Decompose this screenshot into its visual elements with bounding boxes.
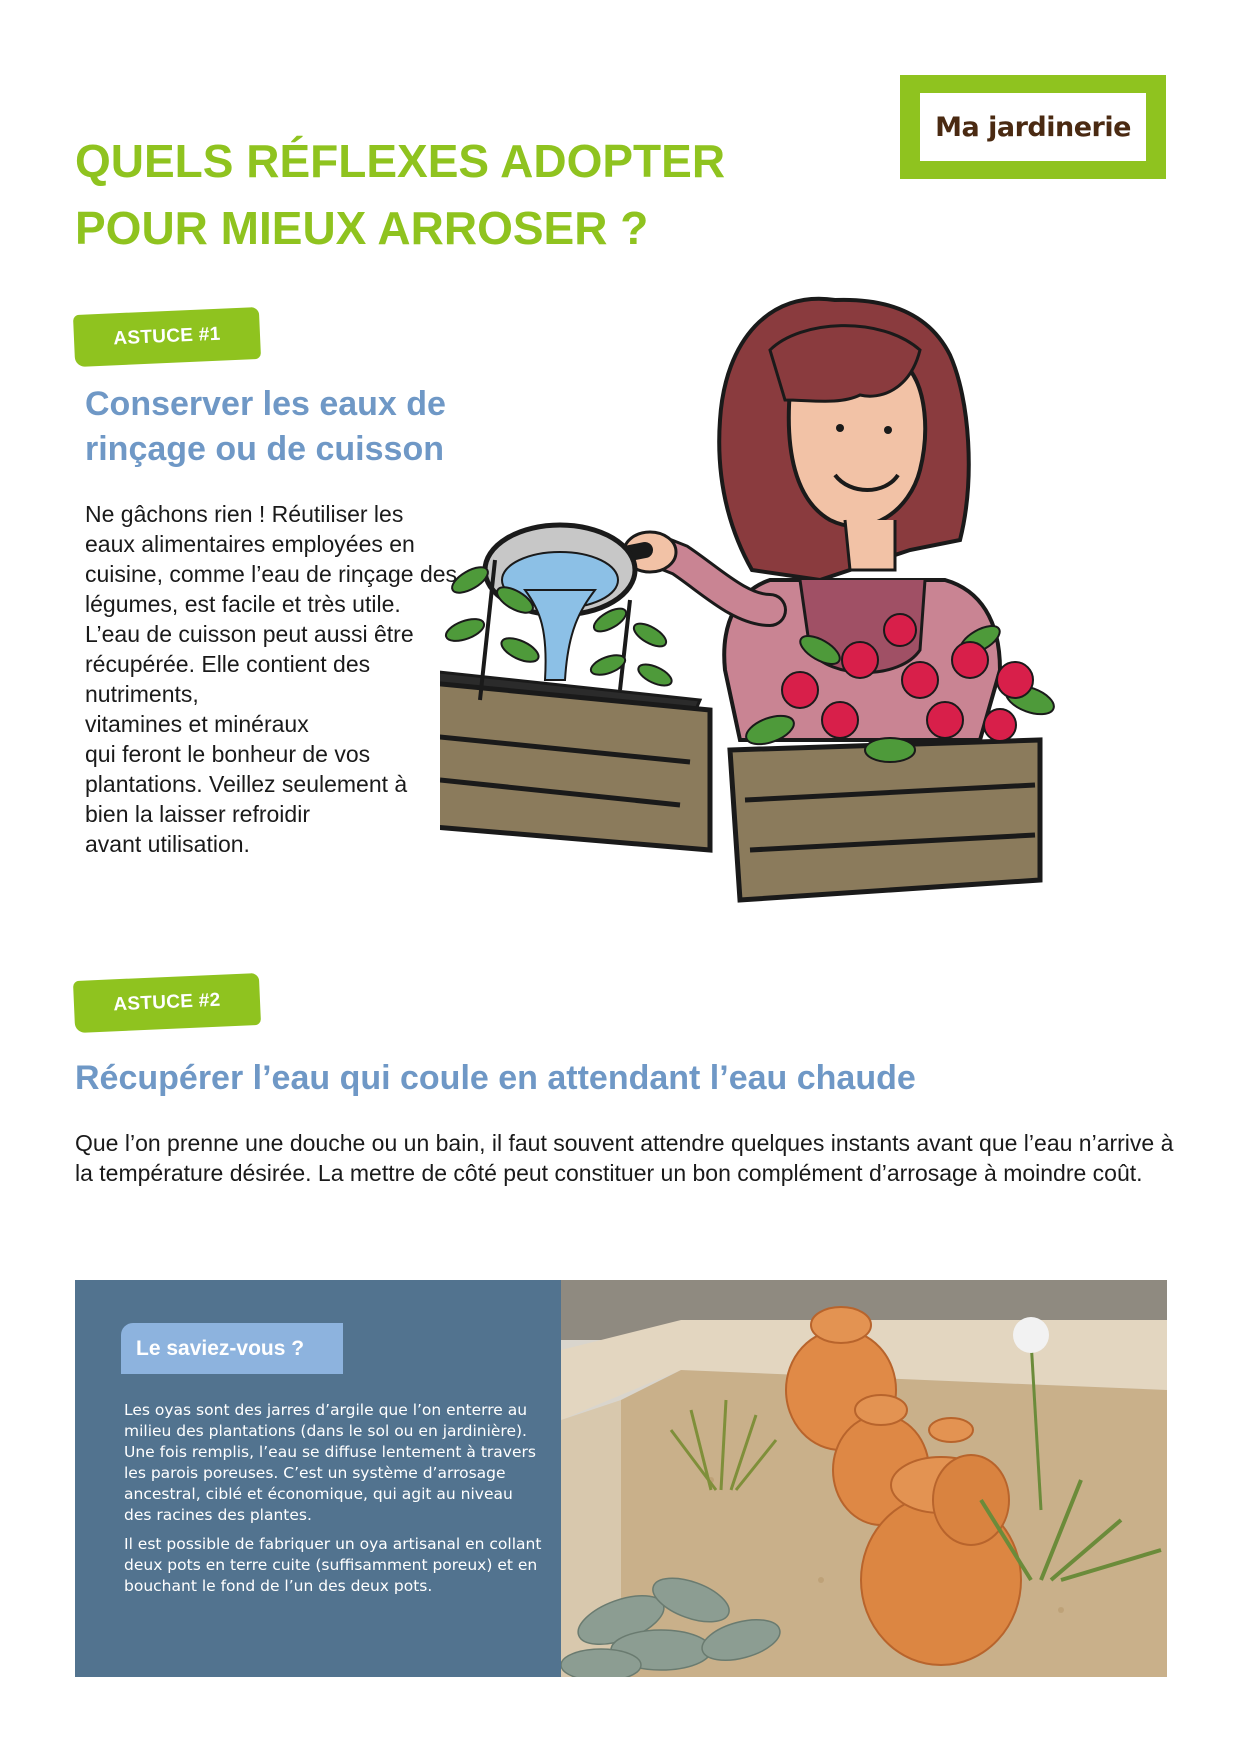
logo-word: jardinerie [988,111,1131,143]
tip-2-body: Que l’on prenne une douche ou un bain, il faut souvent attendre quelques instants avant que l’eau n’arrive à la température désirée. La mettre de côté peut constituer un bon complément d’arrosage à moindre coût. [75,1130,1174,1186]
did-you-know-paragraph: Il est possible de fabriquer un oya artisanal en collant deux pots en terre cuite (suffisamment poreux) et en bouchant le fond de l’un des deux pots. [124,1535,542,1595]
tip-2-heading: Récupérer l’eau qui coule en attendant l’eau chaude [75,1059,916,1097]
tip-1-body: Ne gâchons rien ! Réutiliser les eaux alimentaires employées en cuisine, comme l’eau de rinçage des légumes, est facile et très utile. L’eau de cuisson peut aussi être récupérée. Elle contient des nutriments, vitamines et minéraux qui feront le bonheur de vos plantations. Veillez seulement à bien la laisser refroidir avant utilisation. [85,501,458,857]
did-you-know-label: Le saviez-vous ? [121,1323,343,1374]
tip-1-heading: Conserver les eaux de rinçage ou de cuisson [85,385,446,468]
did-you-know-text [124,1400,544,1605]
tip-2-tag: ASTUCE #2 [73,973,261,1033]
logo-prefix: Ma [935,111,989,143]
oyas-photo [561,1280,1167,1677]
tip-1-tag: ASTUCE #1 [73,307,261,367]
brand-logo [900,75,1166,179]
woman-watering-illustration [440,280,1190,1020]
did-you-know-paragraph: Les oyas sont des jarres d’argile que l’on enterre au milieu des plantations (dans le sol ou en jardinière). Une fois remplis, l’eau se diffuse lentement à travers les parois poreuses. C’est un système d’arrosage ancestral, ciblé et économique, qui agit au niveau des racines des plantes. [124,1401,536,1524]
page-title: QUELS RÉFLEXES ADOPTER POUR MIEUX ARROSER ? [75,135,726,254]
